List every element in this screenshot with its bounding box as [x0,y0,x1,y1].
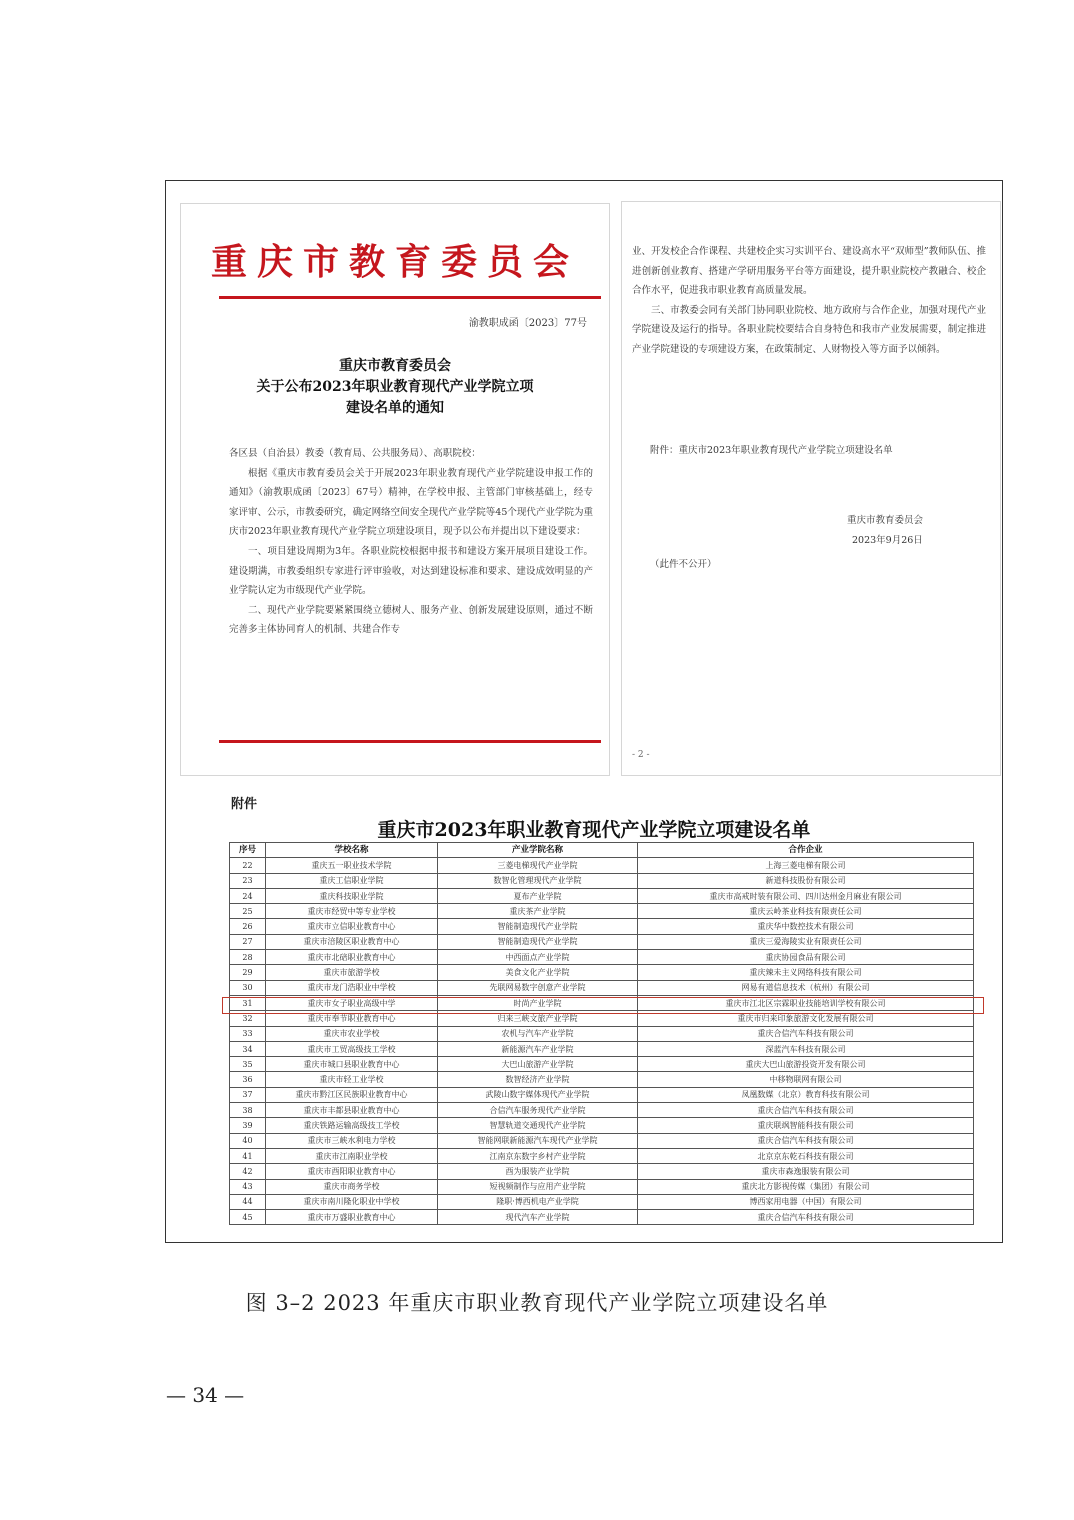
partner-company: 中移物联网有限公司 [638,1072,974,1087]
school-name: 重庆市三峡水利电力学校 [266,1133,438,1148]
document-number: 渝教职成函〔2023〕77号 [468,318,587,329]
school-name: 重庆铁路运输高级技工学校 [266,1118,438,1133]
college-name: 美食文化产业学院 [438,965,638,980]
disclosure-note: （此件不公开） [650,559,717,570]
table-row [230,1164,974,1179]
school-name: 重庆市商务学校 [266,1179,438,1194]
college-name: 现代汽车产业学院 [438,1210,638,1225]
notice-page-2 [621,201,1001,776]
notice-body [229,444,593,640]
notice-title [181,356,609,419]
school-name: 重庆市黔江区民族职业教育中心 [266,1087,438,1102]
row-number: 22 [230,858,266,873]
row-number: 37 [230,1087,266,1102]
highlight-box [222,997,984,1014]
notice-body-continued [632,242,986,360]
college-name: 智能网联新能源汽车现代产业学院 [438,1133,638,1148]
partner-company: 重庆市森逸服装有限公司 [638,1164,974,1179]
school-name: 重庆市立信职业教育中心 [266,919,438,934]
college-name: 重庆茶产业学院 [438,904,638,919]
college-name: 数智化管理现代产业学院 [438,873,638,888]
partner-company: 重庆云岭茶业科技有限责任公司 [638,904,974,919]
row-number: 34 [230,1041,266,1056]
paragraph: 业、开发校企合作课程、共建校企实习实训平台、建设高水平“双师型”教师队伍、推进创新创业教育、搭建产学研用服务平台等方面建设，提升职业院校产教融合、校企合作水平，促进我市职业教育高质量发展。 [632,246,986,297]
partner-company: 重庆合信汽车科技有限公司 [638,1133,974,1148]
salutation: 各区县（自治县）教委（教育局、公共服务局）、高职院校： [229,448,481,459]
attachment-label: 附件 [231,797,258,812]
partner-company: 新道科技股份有限公司 [638,873,974,888]
table-row [230,1210,974,1225]
row-number: 45 [230,1210,266,1225]
school-name: 重庆市涪陵区职业教育中心 [266,934,438,949]
partner-company: 博西家用电器（中国）有限公司 [638,1194,974,1209]
row-number: 36 [230,1072,266,1087]
partner-company: 重庆辣未主义网络科技有限公司 [638,965,974,980]
partner-company: 重庆合信汽车科技有限公司 [638,1026,974,1041]
college-name: 农机与汽车产业学院 [438,1026,638,1041]
row-number: 35 [230,1057,266,1072]
table-row [230,965,974,980]
notice-page-1 [180,203,610,776]
table-row [230,1194,974,1209]
school-name: 重庆五一职业技术学院 [266,858,438,873]
row-number: 41 [230,1148,266,1163]
school-name: 重庆市工贸高级技工学校 [266,1041,438,1056]
row-number: 38 [230,1103,266,1118]
table-row [230,873,974,888]
red-header-title: 重庆市教育委员会 [210,241,579,283]
column-header: 产业学院名称 [438,843,638,858]
table-row [230,1087,974,1102]
table-row [230,919,974,934]
table-row [230,1103,974,1118]
partner-company: 上海三菱电梯有限公司 [638,858,974,873]
notice-title-line: 关于公布2023年职业教育现代产业学院立项 [256,379,534,395]
row-number: 39 [230,1118,266,1133]
figure-frame [165,180,1003,1243]
partner-company: 重庆合信汽车科技有限公司 [638,1210,974,1225]
college-name: 中西面点产业学院 [438,950,638,965]
table-row [230,1041,974,1056]
college-name: 智能制造现代产业学院 [438,934,638,949]
partner-company: 重庆协园食品有限公司 [638,950,974,965]
attachment-title: 重庆市2023年职业教育现代产业学院立项建设名单 [377,819,811,841]
paragraph: 根据《重庆市教育委员会关于开展2023年职业教育现代产业学院建设申报工作的通知》（渝教职成函〔2023〕67号）精神，在学校申报、主管部门审核基础上，经专家评审、公示，市教委研究，确定网络空间安全现代产业学院等45个现代产业学院为重庆市2023年职业教育现代产业学院立项建设项目，现予以公布并提出以下建设要求： [229,467,593,538]
row-number: 44 [230,1194,266,1209]
college-name: 三菱电梯现代产业学院 [438,858,638,873]
college-name: 智慧轨道交通现代产业学院 [438,1118,638,1133]
college-name: 酉为服装产业学院 [438,1164,638,1179]
partner-company: 重庆联飒智能科技有限公司 [638,1118,974,1133]
column-header: 序号 [230,843,266,858]
partner-company: 重庆北方影视传媒（集团）有限公司 [638,1179,974,1194]
partner-company: 重庆市归来印象旅游文化发展有限公司 [638,1011,974,1026]
table-row [230,904,974,919]
column-header: 学校名称 [266,843,438,858]
paragraph: 三、市教委会同有关部门协同职业院校、地方政府与合作企业，加强对现代产业学院建设及运行的指导。各职业院校要结合自身特色和我市产业发展需要，制定推进产业学院建设的专项建设方案，在政策制定、人财物投入等方面予以倾斜。 [632,304,986,355]
school-name: 重庆市奉节职业教育中心 [266,1011,438,1026]
row-number: 24 [230,888,266,903]
school-name: 重庆市南川隆化职业中学校 [266,1194,438,1209]
row-number: 27 [230,934,266,949]
college-name: 归来三峡文旅产业学院 [438,1011,638,1026]
table-row [230,1057,974,1072]
table-row [230,888,974,903]
college-name: 夏布产业学院 [438,888,638,903]
table-row [230,1148,974,1163]
table-header-row [230,843,974,858]
college-name: 时尚产业学院 [438,995,638,1010]
row-number: 42 [230,1164,266,1179]
attachment-note: 附件：重庆市2023年职业教育现代产业学院立项建设名单 [650,445,893,456]
table-row [230,858,974,873]
red-footer-rule [219,740,601,743]
school-name: 重庆市轻工业学校 [266,1072,438,1087]
row-number: 28 [230,950,266,965]
college-name: 江南京东数字乡村产业学院 [438,1148,638,1163]
project-list-table [229,842,974,1225]
row-number: 23 [230,873,266,888]
partner-company: 重庆合信汽车科技有限公司 [638,1103,974,1118]
partner-company: 网易有道信息技术（杭州）有限公司 [638,980,974,995]
page-footer-number: — 34 — [166,1383,245,1407]
school-name: 重庆工信职业学院 [266,873,438,888]
school-name: 重庆市女子职业高级中学 [266,995,438,1010]
partner-company: 重庆市高戒时装有限公司、四川达州金月麻业有限公司 [638,888,974,903]
partner-company: 深蓝汽车科技有限公司 [638,1041,974,1056]
school-name: 重庆市北碚职业教育中心 [266,950,438,965]
college-name: 新能源汽车产业学院 [438,1041,638,1056]
school-name: 重庆市江南职业学校 [266,1148,438,1163]
row-number: 30 [230,980,266,995]
row-number: 25 [230,904,266,919]
row-number: 40 [230,1133,266,1148]
page-number: - 2 - [632,750,650,760]
table-row [230,934,974,949]
row-number: 32 [230,1011,266,1026]
table-body [230,858,974,1225]
table-row [230,950,974,965]
school-name: 重庆市农业学校 [266,1026,438,1041]
row-number: 33 [230,1026,266,1041]
college-name: 合信汽车服务现代产业学院 [438,1103,638,1118]
partner-company: 重庆华中数控技术有限公司 [638,919,974,934]
college-name: 大巴山旅游产业学院 [438,1057,638,1072]
notice-title-line: 建设名单的通知 [346,400,444,416]
college-name: 武陵山数字媒体现代产业学院 [438,1087,638,1102]
partner-company: 凤凰数媒（北京）教育科技有限公司 [638,1087,974,1102]
partner-company: 重庆三爱海陵实业有限责任公司 [638,934,974,949]
row-number: 43 [230,1179,266,1194]
college-name: 先联网易数字创意产业学院 [438,980,638,995]
row-number: 26 [230,919,266,934]
partner-company: 重庆大巴山旅游投资开发有限公司 [638,1057,974,1072]
partner-company: 重庆市江北区宗霖职业技能培训学校有限公司 [638,995,974,1010]
row-number: 29 [230,965,266,980]
table-row [230,1072,974,1087]
college-name: 短视频制作与应用产业学院 [438,1179,638,1194]
table-row [230,1118,974,1133]
notice-title-line: 重庆市教育委员会 [339,358,451,374]
row-number: 31 [230,995,266,1010]
school-name: 重庆市万盛职业教育中心 [266,1210,438,1225]
column-header: 合作企业 [638,843,974,858]
school-name: 重庆市龙门浩职业中学校 [266,980,438,995]
table-row [230,1179,974,1194]
signing-date: 2023年9月26日 [852,535,923,546]
table-row [230,1026,974,1041]
table-row [230,980,974,995]
school-name: 重庆市旅游学校 [266,965,438,980]
college-name: 智能制造现代产业学院 [438,919,638,934]
school-name: 重庆市丰都县职业教育中心 [266,1103,438,1118]
college-name: 隆职·博西机电产业学院 [438,1194,638,1209]
school-name: 重庆市经贸中等专业学校 [266,904,438,919]
signer: 重庆市教育委员会 [847,515,924,526]
school-name: 重庆科技职业学院 [266,888,438,903]
college-name: 数智经济产业学院 [438,1072,638,1087]
red-header-rule [219,296,601,299]
table-row [230,1133,974,1148]
partner-company: 北京京东乾石科技有限公司 [638,1148,974,1163]
figure-caption: 图 3–2 2023 年重庆市职业教育现代产业学院立项建设名单 [245,1291,829,1315]
paragraph: 二、现代产业学院要紧紧围绕立德树人、服务产业、创新发展建设原则，通过不断完善多主体协同育人的机制、共建合作专 [229,604,593,636]
school-name: 重庆市酉阳职业教育中心 [266,1164,438,1179]
paragraph: 一、项目建设周期为3年。各职业院校根据申报书和建设方案开展项目建设工作。建设期满，市教委组织专家进行评审验收，对达到建设标准和要求、建设成效明显的产业学院认定为市级现代产业学院。 [229,545,593,597]
school-name: 重庆市城口县职业教育中心 [266,1057,438,1072]
